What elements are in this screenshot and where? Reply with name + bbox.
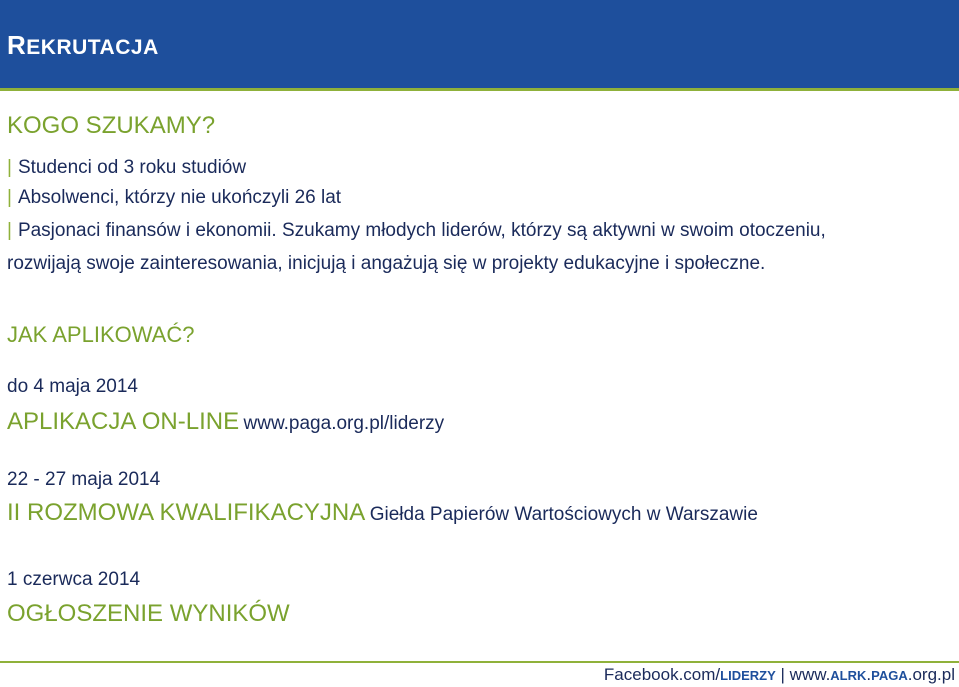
section-heading-apply: JAK APLIKOWAĆ? bbox=[7, 322, 195, 347]
list-item: | Studenci od 3 roku studiów bbox=[7, 157, 247, 178]
header-divider bbox=[0, 88, 959, 91]
step-2 bbox=[7, 499, 758, 527]
step-link-1[interactable]: www.paga.org.pl/liderzy bbox=[243, 413, 445, 434]
website-link[interactable]: www.ALRK.PAGA.org.pl bbox=[789, 665, 955, 684]
list-item: | Absolwenci, którzy nie ukończyli 26 lat bbox=[7, 187, 342, 208]
step-detail-2: Giełda Papierów Wartościowych w Warszawie bbox=[369, 504, 758, 525]
step-title-1: APLIKACJA ON-LINE bbox=[7, 408, 240, 435]
list-item: | Pasjonaci finansów i ekonomii. Szukamy młodych liderów, którzy są aktywni w swoim otoczeniu, bbox=[7, 220, 826, 241]
list-bullet: | bbox=[7, 187, 12, 208]
step-title-3: OGŁOSZENIE WYNIKÓW bbox=[7, 600, 290, 627]
facebook-link[interactable]: Facebook.com/LIDERZY bbox=[603, 665, 776, 684]
list-bullet: | bbox=[7, 157, 12, 178]
list-bullet: | bbox=[7, 220, 12, 241]
footer-separator: | bbox=[780, 665, 785, 684]
header-banner bbox=[0, 0, 959, 88]
page-title: REKRUTACJA bbox=[7, 30, 159, 60]
step-title-2: II ROZMOWA KWALIFIKACYJNA bbox=[7, 499, 366, 526]
step-date-2: 22 - 27 maja 2014 bbox=[7, 469, 161, 490]
step-date-1: do 4 maja 2014 bbox=[7, 376, 138, 397]
section-heading-who: KOGO SZUKAMY? bbox=[7, 112, 216, 139]
step-1 bbox=[7, 408, 444, 436]
list-item-continuation: rozwijają swoje zainteresowania, inicjują i angażują się w projekty edukacyjne i społeczne. bbox=[7, 253, 766, 274]
step-date-3: 1 czerwca 2014 bbox=[7, 569, 141, 590]
footer-divider bbox=[0, 661, 959, 663]
footer-links bbox=[604, 665, 955, 685]
